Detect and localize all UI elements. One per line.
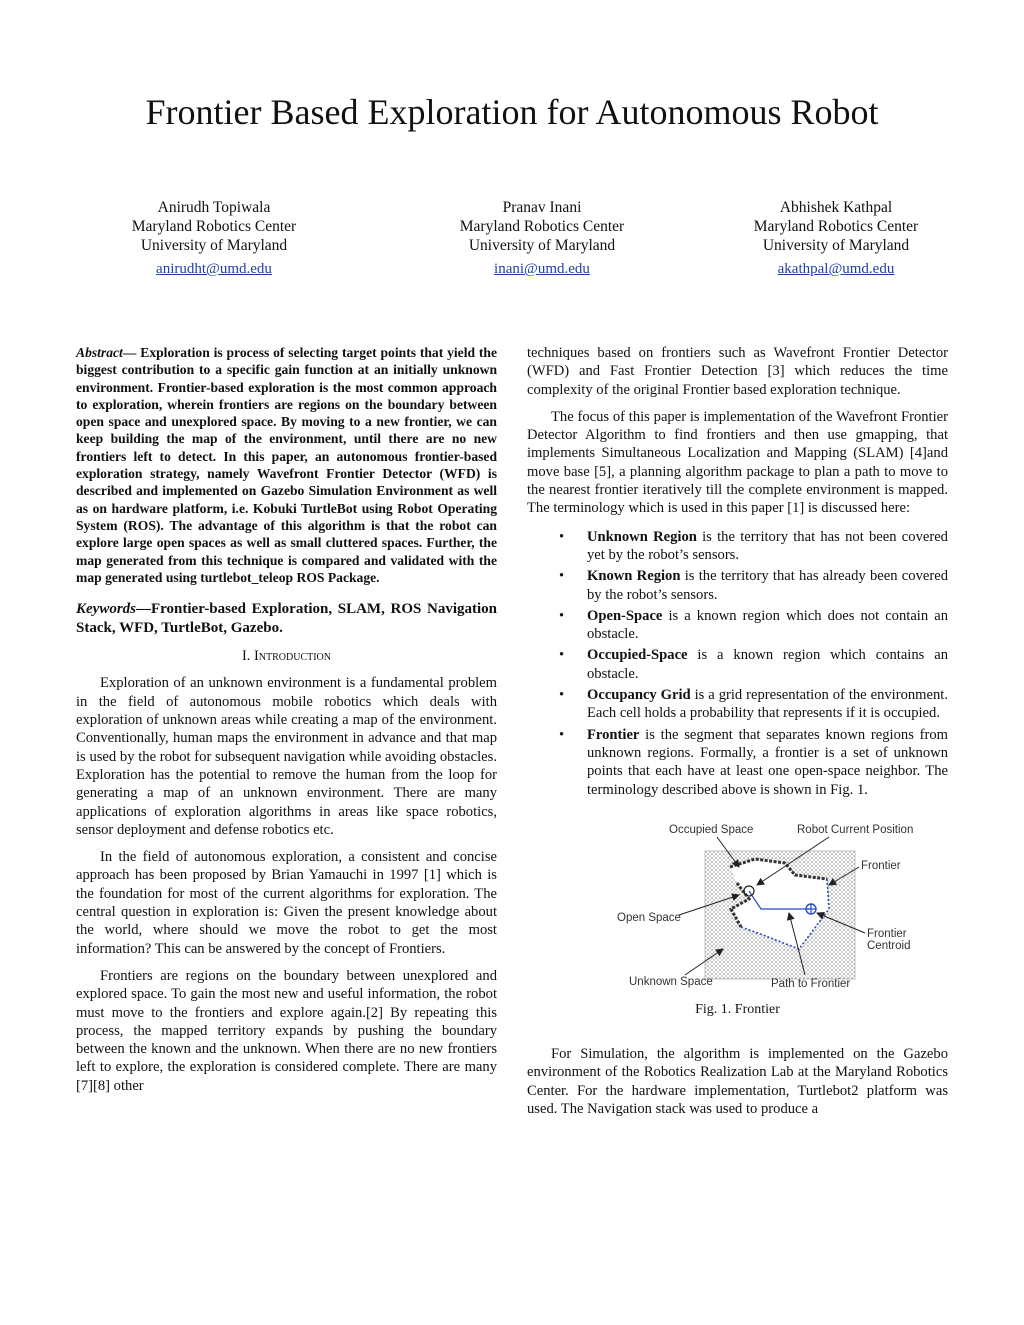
author-affiliation: Maryland Robotics Center (753, 218, 919, 235)
abstract-text: Exploration is process of selecting target points that yield the biggest contribution to a specific gain function at an initially unknown environment. Frontier-based exploration is the most common approach to exploration, wherein frontiers are regions on the boundary between open space and unexplored space. By moving to a new frontier, we can keep building the map of the environment, until there are no new frontiers left to detect. In this paper, an autonomous frontier-based exploration strategy, namely Wavefront Frontier Detector (WFD) is described and implemented on Gazebo Simulation Environment as well as on hardware platform, i.e. Kobuki TurtleBot using Robot Operating System (ROS). The advantage of this algorithm is that the robot can explore large open spaces as well as small cluttered spaces. Further, the map generated from this technique is compared and validated with the map generated using turtlebot_teleop ROS Package. (76, 345, 497, 585)
author-3 (716, 198, 956, 279)
list-item (527, 607, 948, 644)
author-email-link[interactable]: akathpal@umd.edu (777, 261, 895, 277)
left-column (76, 344, 497, 1095)
list-item (527, 528, 948, 565)
author-1 (94, 198, 334, 279)
figure-label-frontier-centroid: Frontier (867, 927, 907, 940)
keywords (76, 600, 497, 637)
author-university: University of Maryland (140, 237, 288, 254)
intro-paragraph: Frontiers are regions on the boundary between unexplored and explored space. To gain the most new and useful information, the robot must move to the frontiers and explore again.[2] By repeating this process, the mapped territory expands by pushing the boundary between the known and the unknown. When there are no new frontiers left to explore, the exploration is considered complete. There are many [7][8] other (76, 967, 497, 1094)
term-definition: is the territory that has already been covered by the robot’s sensors. (587, 568, 948, 603)
bullet-icon: • (559, 568, 565, 585)
figure-label-unknown-space: Unknown Space (629, 975, 713, 988)
bullet-icon: • (559, 647, 565, 664)
intro-paragraph: Exploration of an unknown environment is a fundamental problem in the field of autonomous mobile robotics which deals with exploration of unknown areas while creating a map of the environment. Conventionally, human maps the environment in advance and that map is used by the robot for subsequent navigation while avoiding obstacles. Exploration has the potential to remove the human from the loop for generating a map of an unknown environment. There are many applications of exploration algorithms in areas like space robotics, sensor deployment and defense robotics etc. (76, 675, 497, 838)
term-definition: is a grid representation of the environment. Each cell holds a probability that represents if it is occupied. (587, 687, 949, 722)
list-item (527, 726, 948, 799)
keywords-label: Keywords (76, 601, 136, 618)
section-heading (76, 647, 497, 665)
term: Occupied-Space (587, 647, 688, 664)
term-definition: is a known region which does not contain an obstacle. (587, 607, 948, 643)
author-email-link[interactable]: inani@umd.edu (494, 261, 590, 277)
figure-label-open-space: Open Space (617, 911, 681, 924)
list-item (527, 646, 948, 683)
author-university: University of Maryland (468, 237, 616, 254)
intro-paragraph: In the field of autonomous exploration, a consistent and concise approach has been proposed by Brian Yamauchi in 1997 [1] which is the foundation for most of the current algorithms for exploration. The central question in exploration is: Given the present knowledge about the world, where should we move the robot to get the most information? This can be answered by the concept of Frontiers. (76, 849, 497, 957)
body-paragraph: techniques based on frontiers such as Wavefront Frontier Detector (WFD) and Fast Frontier Detection [3] which reduces the time complexity of the original Frontier based exploration technique. (527, 345, 948, 398)
list-item (527, 567, 948, 604)
section-title: Introduction (253, 648, 331, 665)
figure-label-robot-position: Robot Current Position (797, 823, 914, 836)
abstract-label: Abstract— (76, 345, 137, 360)
figure-label-occupied-space: Occupied Space (669, 823, 754, 836)
author-university: University of Maryland (762, 237, 910, 254)
author-name: Abhishek Kathpal (779, 199, 893, 216)
frontier-figure (527, 817, 948, 997)
author-email-link[interactable]: anirudht@umd.edu (156, 261, 272, 277)
keywords-text: —Frontier-based Exploration, SLAM, ROS Navigation Stack, WFD, TurtleBot, Gazebo. (76, 601, 497, 636)
figure-caption: Fig. 1. Frontier (695, 1001, 780, 1017)
frontier-diagram (527, 817, 948, 997)
bullet-icon: • (559, 607, 565, 624)
bullet-icon: • (559, 726, 565, 743)
author-affiliation: Maryland Robotics Center (131, 218, 297, 235)
abstract (76, 344, 497, 586)
term: Known Region (587, 568, 681, 585)
figure-label-path-to-frontier: Path to Frontier (771, 977, 851, 990)
term-definition: is a known region which contains an obstacle. (587, 647, 948, 682)
list-item (527, 686, 948, 723)
body-paragraph: For Simulation, the algorithm is implemented on the Gazebo environment of the Robotics Realization Lab at the Maryland Robotics Center. For the hardware implementation, Turtlebot2 platform was used. The Navigation stack was used to produce a (527, 1046, 948, 1118)
term: Open-Space (587, 607, 663, 624)
author-affiliation: Maryland Robotics Center (459, 218, 625, 235)
bullet-icon: • (559, 687, 565, 704)
author-name: Anirudh Topiwala (157, 199, 271, 216)
paper-title: Frontier Based Exploration for Autonomous Robot (145, 92, 879, 132)
figure-label-frontier: Frontier (861, 859, 901, 872)
term: Unknown Region (587, 528, 697, 545)
figure-label-frontier-centroid: Centroid (867, 939, 911, 952)
section-number: I. (241, 648, 251, 665)
term: Occupancy Grid (587, 687, 691, 704)
body-paragraph: The focus of this paper is implementation of the Wavefront Frontier Detector Algorithm to find frontiers and then use gmapping, that implements Simultaneous Localization and Mapping (SLAM) [4]and move base [5], a planning algorithm package to plan a path to move to the nearest frontier iteratively till the complete environment is mapped. The terminology which is used in this paper [1] is discussed here: (527, 408, 948, 517)
author-name: Pranav Inani (502, 199, 582, 216)
term: Frontier (587, 726, 640, 743)
right-column (527, 344, 948, 1118)
term-definition: is the territory that has not been covered yet by the robot’s sensors. (587, 528, 948, 563)
term-definition: is the segment that separates known regions from unknown regions. Formally, a frontier is a set of unknown points that each have at least one open-space neighbor. The terminology described above is shown in Fig. 1. (587, 726, 948, 798)
terminology-list (527, 528, 948, 799)
bullet-icon: • (559, 528, 565, 545)
author-2 (422, 198, 662, 279)
